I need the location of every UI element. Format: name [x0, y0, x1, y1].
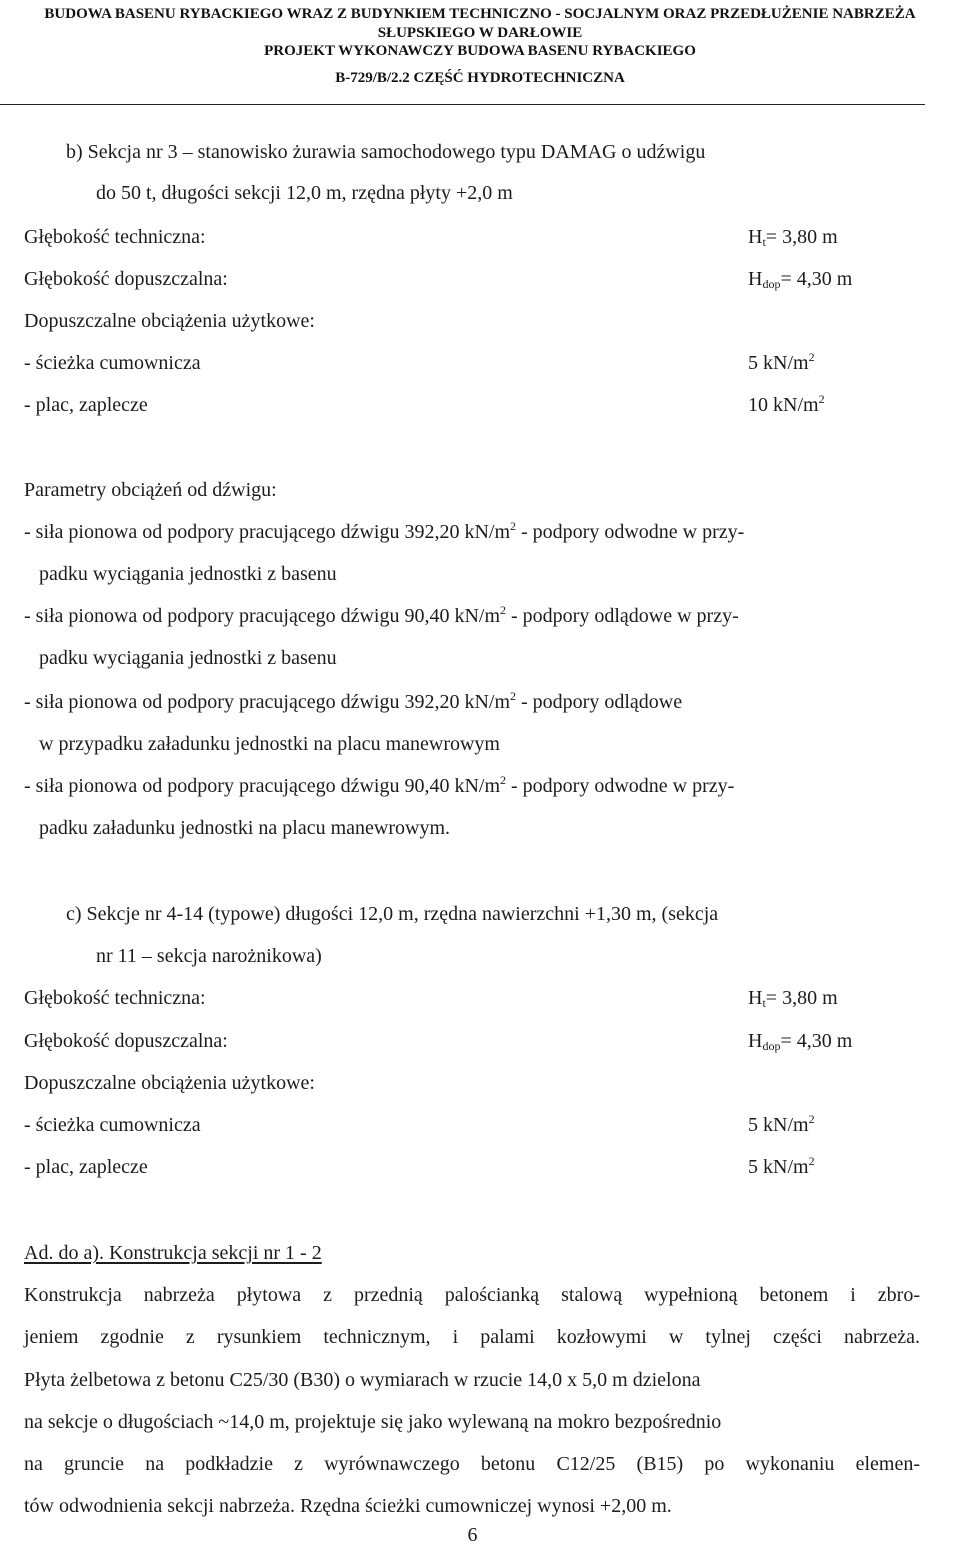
section-b-path-label: - ścieżka cumownicza	[24, 352, 201, 374]
section-c-path-value	[748, 1113, 815, 1137]
section-c-depth-allow-value	[748, 1029, 852, 1053]
paragraph-line-1: Konstrukcja nabrzeża płytowa z przednią palościanką stalową wypełnioną betonem i zbro-	[24, 1284, 920, 1306]
symbol-H: H	[748, 1030, 763, 1052]
unit-exponent: 2	[500, 773, 507, 787]
header-line-4: B-729/B/2.2 CZĘŚĆ HYDROTECHNICZNA	[335, 70, 625, 86]
section-b-depth-tech-value	[748, 225, 838, 249]
paragraph-line-2: jeniem zgodnie z rysunkiem technicznym, i palami kozłowymi w tylnej części nabrzeża.	[24, 1326, 920, 1348]
section-c-title-line-2: nr 11 – sekcja narożnikowa)	[96, 945, 322, 967]
value: = 4,30 m	[780, 1030, 853, 1052]
symbol-H: H	[748, 226, 763, 248]
value: 5 kN/m	[748, 1156, 809, 1178]
section-c-depth-tech-value	[748, 986, 838, 1010]
paragraph-line-3: Płyta żelbetowa z betonu C25/30 (B30) o wymiarach w rzucie 14,0 x 5,0 m dzielona	[24, 1369, 701, 1391]
crane-params-label: Parametry obciążeń od dźwigu:	[24, 479, 277, 501]
symbol-H: H	[748, 268, 763, 290]
unit-exponent: 2	[818, 392, 825, 406]
force-4-line-1	[24, 774, 734, 798]
value: = 3,80 m	[765, 226, 838, 248]
force-text: - siła pionowa od podpory pracującego dźwigu 392,20 kN/m	[24, 521, 511, 543]
value: = 4,30 m	[780, 268, 853, 290]
value: 5 kN/m	[748, 352, 809, 374]
section-b-title-line-1: b) Sekcja nr 3 – stanowisko żurawia samochodowego typu DAMAG o udźwigu	[66, 141, 706, 163]
page-number: 6	[467, 1524, 478, 1546]
force-support: - podpory odwodne w przy-	[516, 521, 745, 543]
force-text: - siła pionowa od podpory pracującego dźwigu 90,40 kN/m	[24, 605, 501, 627]
force-2-line-2: padku wyciągania jednostki z basenu	[39, 647, 337, 669]
header-line-3: PROJEKT WYKONAWCZY BUDOWA BASENU RYBACKIEGO	[264, 43, 696, 59]
section-c-title-line-1: c) Sekcje nr 4-14 (typowe) długości 12,0 m, rzędna nawierzchni +1,30 m, (sekcja	[66, 903, 719, 925]
unit-exponent: 2	[510, 519, 517, 533]
section-ad-heading: Ad. do a). Konstrukcja sekcji nr 1 - 2	[24, 1242, 322, 1264]
unit-exponent: 2	[808, 1112, 815, 1126]
paragraph-line-5: na gruncie na podkładzie z wyrównawczego betonu C12/25 (B15) po wykonaniu elemen-	[24, 1453, 920, 1475]
section-c-yard-value	[748, 1155, 815, 1179]
header-divider	[0, 104, 925, 105]
header-line-2: SŁUPSKIEGO W DARŁOWIE	[377, 25, 583, 41]
section-b-title-line-2: do 50 t, długości sekcji 12,0 m, rzędna płyty +2,0 m	[96, 182, 513, 204]
symbol-H: H	[748, 987, 763, 1009]
force-1-line-1	[24, 520, 744, 544]
section-c-path-label: - ścieżka cumownicza	[24, 1114, 201, 1136]
force-support: - podpory odlądowe	[516, 691, 683, 713]
symbol-sub: dop	[762, 1039, 781, 1053]
unit-exponent: 2	[510, 689, 517, 703]
unit-exponent: 2	[500, 603, 507, 617]
force-support: - podpory odwodne w przy-	[506, 775, 735, 797]
force-4-line-2: padku załadunku jednostki na placu manewrowym.	[39, 817, 450, 839]
paragraph-line-4: na sekcje o długościach ~14,0 m, projektuje się jako wylewaną na mokro bezpośrednio	[24, 1411, 722, 1433]
value: 10 kN/m	[748, 394, 819, 416]
force-support: - podpory odlądowe w przy-	[506, 605, 739, 627]
section-b-loads-label: Dopuszczalne obciążenia użytkowe:	[24, 310, 315, 332]
symbol-sub: t	[762, 996, 766, 1010]
value: 5 kN/m	[748, 1114, 809, 1136]
symbol-sub: dop	[762, 277, 781, 291]
value: = 3,80 m	[765, 987, 838, 1009]
paragraph-line-6: tów odwodnienia sekcji nabrzeża. Rzędna ścieżki cumowniczej wynosi +2,00 m.	[24, 1495, 672, 1517]
section-b-path-value	[748, 351, 815, 375]
symbol-sub: t	[762, 235, 766, 249]
section-b-yard-label: - plac, zaplecze	[24, 394, 148, 416]
section-b-depth-allow-value	[748, 267, 852, 291]
section-b-yard-value	[748, 393, 825, 417]
unit-exponent: 2	[808, 1154, 815, 1168]
force-3-line-2: w przypadku załadunku jednostki na placu manewrowym	[39, 733, 500, 755]
section-c-loads-label: Dopuszczalne obciążenia użytkowe:	[24, 1072, 315, 1094]
header-line-1: BUDOWA BASENU RYBACKIEGO WRAZ Z BUDYNKIEM TECHNICZNO - SOCJALNYM ORAZ PRZEDŁUŻENIE NABRZEŻA	[44, 6, 916, 22]
force-text: - siła pionowa od podpory pracującego dźwigu 90,40 kN/m	[24, 775, 501, 797]
force-text: - siła pionowa od podpory pracującego dźwigu 392,20 kN/m	[24, 691, 511, 713]
section-c-yard-label: - plac, zaplecze	[24, 1156, 148, 1178]
unit-exponent: 2	[808, 350, 815, 364]
force-2-line-1	[24, 604, 739, 628]
force-3-line-1	[24, 690, 682, 714]
section-b-depth-tech-label: Głębokość techniczna:	[24, 226, 206, 248]
force-1-line-2: padku wyciągania jednostki z basenu	[39, 563, 337, 585]
section-c-depth-tech-label: Głębokość techniczna:	[24, 987, 206, 1009]
section-c-depth-allow-label: Głębokość dopuszczalna:	[24, 1030, 228, 1052]
section-b-depth-allow-label: Głębokość dopuszczalna:	[24, 268, 228, 290]
